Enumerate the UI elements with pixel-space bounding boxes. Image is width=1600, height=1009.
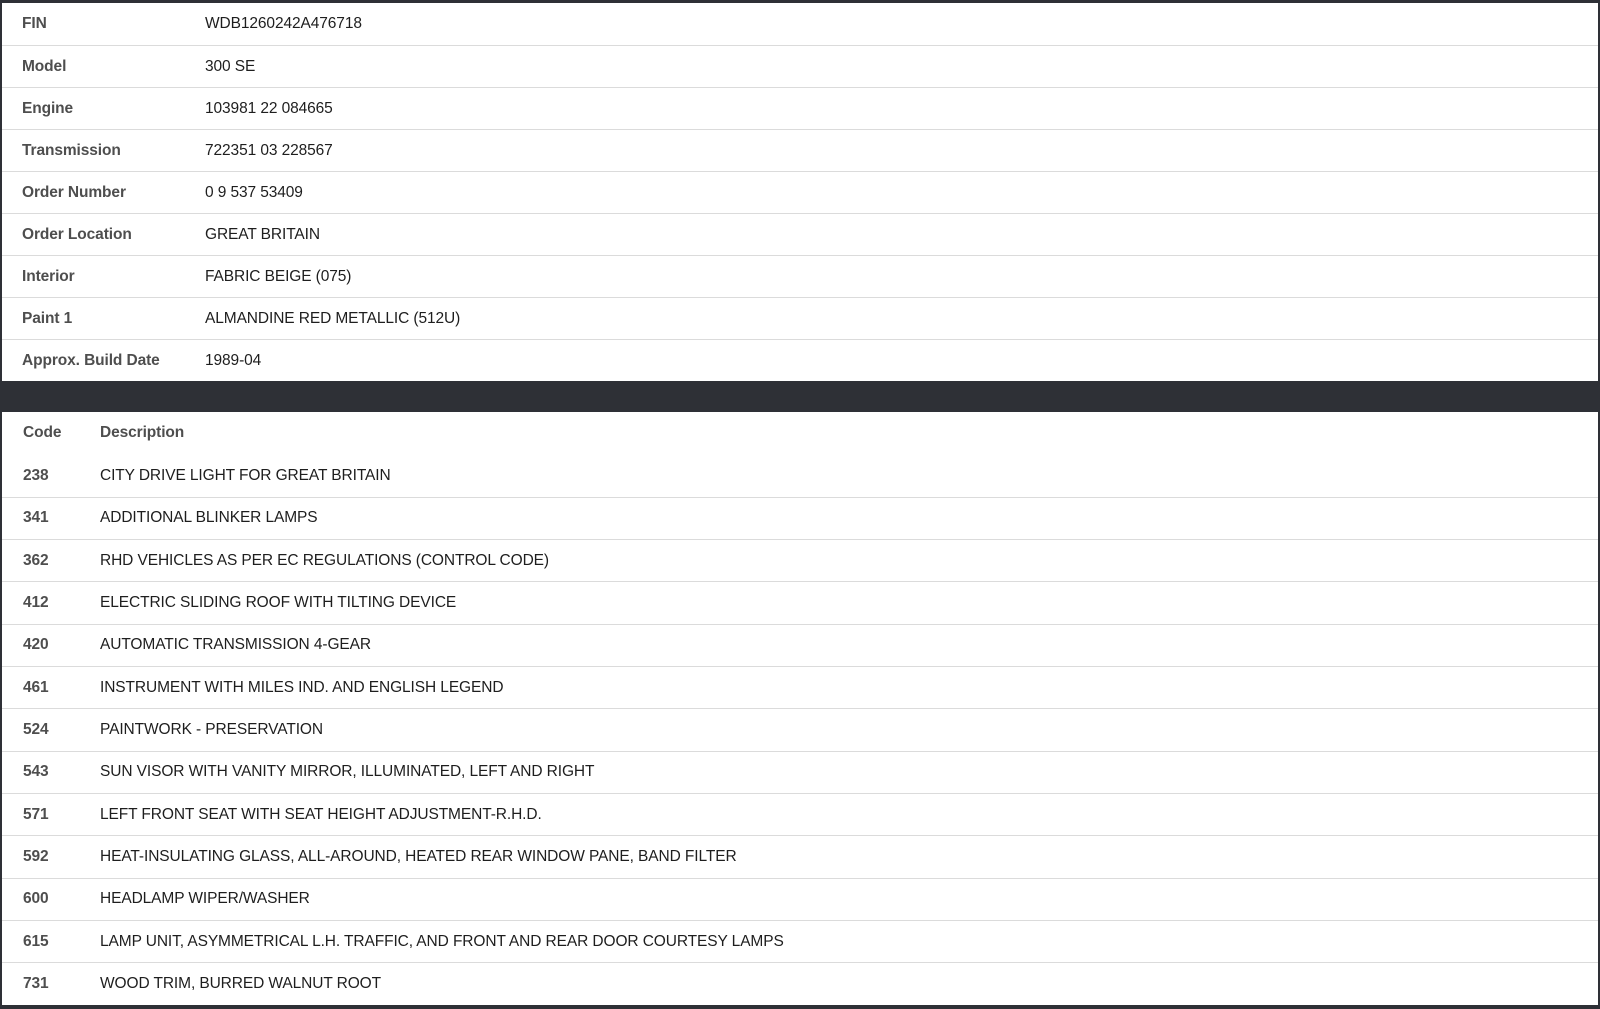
vehicle-info-label: Transmission bbox=[22, 141, 121, 159]
option-code: 461 bbox=[23, 678, 49, 696]
vehicle-info-label: Order Number bbox=[22, 183, 126, 201]
option-code-row bbox=[2, 666, 1598, 708]
option-description: ELECTRIC SLIDING ROOF WITH TILTING DEVICE bbox=[100, 594, 457, 612]
vehicle-info-value: 103981 22 084665 bbox=[205, 99, 333, 117]
vehicle-info-label: Paint 1 bbox=[22, 309, 73, 327]
option-description: AUTOMATIC TRANSMISSION 4-GEAR bbox=[100, 636, 371, 654]
description-column-header: Description bbox=[100, 424, 185, 442]
option-code: 341 bbox=[23, 509, 49, 527]
vehicle-info-row bbox=[2, 297, 1598, 339]
vehicle-info-label: Approx. Build Date bbox=[22, 351, 160, 369]
option-code-row bbox=[2, 835, 1598, 877]
option-description: RHD VEHICLES AS PER EC REGULATIONS (CONTROL CODE) bbox=[100, 551, 549, 569]
option-code: 731 bbox=[23, 975, 49, 993]
option-code-row bbox=[2, 962, 1598, 1004]
option-code-row bbox=[2, 920, 1598, 962]
option-code: 592 bbox=[23, 848, 49, 866]
vehicle-info-row bbox=[2, 171, 1598, 213]
option-code-row bbox=[2, 497, 1598, 539]
vehicle-info-value: 1989-04 bbox=[205, 351, 262, 369]
option-code: 238 bbox=[23, 466, 49, 484]
option-code-rows bbox=[2, 454, 1598, 1004]
vehicle-info-value: 0 9 537 53409 bbox=[205, 183, 303, 201]
option-code-row bbox=[2, 454, 1598, 496]
vehicle-info-value: GREAT BRITAIN bbox=[205, 225, 320, 243]
option-description: WOOD TRIM, BURRED WALNUT ROOT bbox=[100, 975, 381, 993]
vehicle-info-label: Engine bbox=[22, 99, 74, 117]
vehicle-info-row bbox=[2, 339, 1598, 381]
option-code-row bbox=[2, 751, 1598, 793]
option-description: SUN VISOR WITH VANITY MIRROR, ILLUMINATED, LEFT AND RIGHT bbox=[100, 763, 595, 781]
vehicle-info-row bbox=[2, 213, 1598, 255]
vehicle-info-value: FABRIC BEIGE (075) bbox=[205, 267, 352, 285]
option-codes-card bbox=[2, 412, 1598, 1005]
vehicle-info-rows bbox=[2, 3, 1598, 381]
vehicle-info-value: WDB1260242A476718 bbox=[205, 15, 362, 32]
option-code: 600 bbox=[23, 890, 49, 908]
option-code: 571 bbox=[23, 805, 49, 823]
option-code-row bbox=[2, 581, 1598, 623]
option-code-row bbox=[2, 539, 1598, 581]
code-column-header: Code bbox=[23, 424, 62, 442]
option-code: 362 bbox=[23, 551, 49, 569]
option-description: ADDITIONAL BLINKER LAMPS bbox=[100, 509, 318, 527]
option-code-row bbox=[2, 624, 1598, 666]
vehicle-info-value: 722351 03 228567 bbox=[205, 141, 333, 159]
vehicle-info-row bbox=[2, 3, 1598, 45]
vehicle-info-row bbox=[2, 45, 1598, 87]
option-code-row bbox=[2, 708, 1598, 750]
option-description: LEFT FRONT SEAT WITH SEAT HEIGHT ADJUSTMENT-R.H.D. bbox=[100, 805, 542, 823]
option-code: 524 bbox=[23, 721, 49, 739]
option-description: INSTRUMENT WITH MILES IND. AND ENGLISH LEGEND bbox=[100, 678, 504, 696]
option-code: 615 bbox=[23, 932, 49, 950]
vehicle-info-label: FIN bbox=[22, 15, 47, 32]
option-description: LAMP UNIT, ASYMMETRICAL L.H. TRAFFIC, AND FRONT AND REAR DOOR COURTESY LAMPS bbox=[100, 932, 784, 950]
vehicle-info-value: ALMANDINE RED METALLIC (512U) bbox=[205, 309, 461, 327]
option-code: 420 bbox=[23, 636, 49, 654]
vehicle-info-card bbox=[2, 3, 1598, 381]
vehicle-info-label: Interior bbox=[22, 267, 75, 285]
vehicle-info-label: Order Location bbox=[22, 225, 132, 243]
option-code-row bbox=[2, 793, 1598, 835]
vehicle-info-value: 300 SE bbox=[205, 57, 256, 75]
option-codes-header-row bbox=[2, 412, 1598, 454]
vehicle-info-label: Model bbox=[22, 57, 67, 75]
vehicle-info-row bbox=[2, 87, 1598, 129]
option-description: PAINTWORK - PRESERVATION bbox=[100, 721, 323, 739]
option-code-row bbox=[2, 878, 1598, 920]
option-description: CITY DRIVE LIGHT FOR GREAT BRITAIN bbox=[100, 466, 391, 484]
option-code: 412 bbox=[23, 594, 49, 612]
option-description: HEAT-INSULATING GLASS, ALL-AROUND, HEATED REAR WINDOW PANE, BAND FILTER bbox=[100, 848, 737, 866]
option-description: HEADLAMP WIPER/WASHER bbox=[100, 890, 310, 908]
vehicle-info-row bbox=[2, 129, 1598, 171]
vehicle-info-row bbox=[2, 255, 1598, 297]
option-code: 543 bbox=[23, 763, 49, 781]
